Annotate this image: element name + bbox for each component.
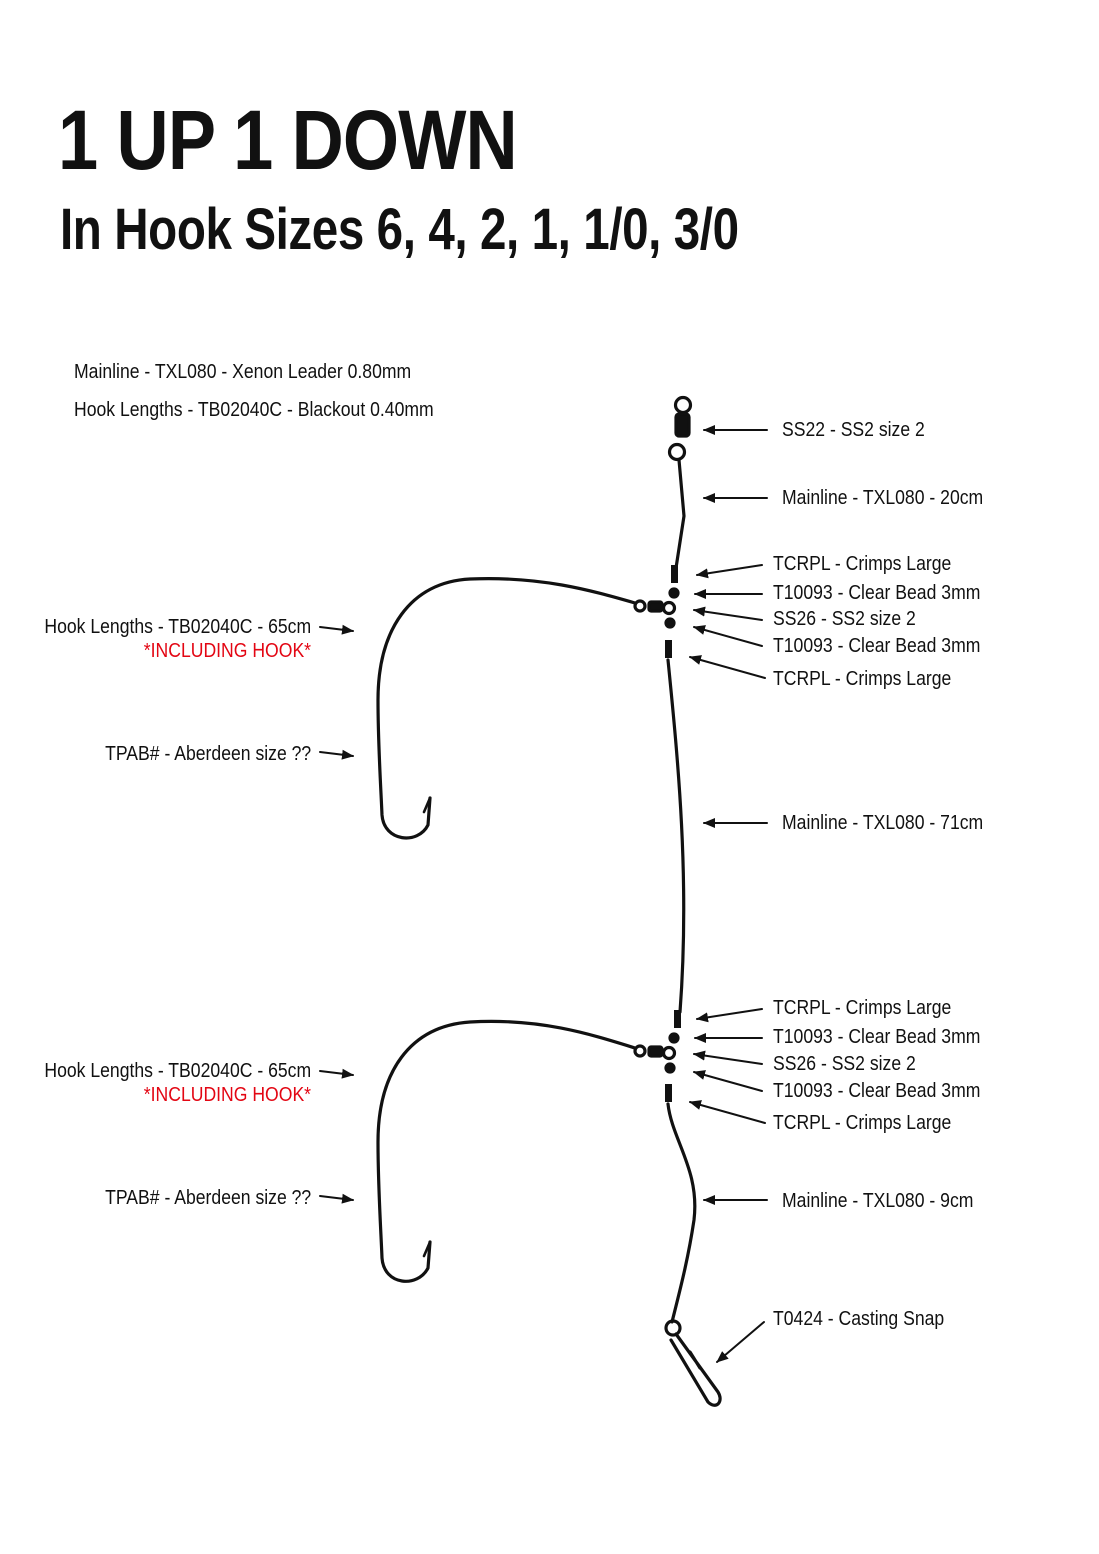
label-hook-2: TPAB# - Aberdeen size ?? xyxy=(104,1187,311,1209)
mainline-top xyxy=(676,460,684,568)
top-swivel-ring-lower xyxy=(670,445,685,460)
crimp-3 xyxy=(674,1010,681,1028)
label-including-hook-2: *INCLUDING HOOK* xyxy=(143,1084,311,1106)
label-bead-4: T10093 - Clear Bead 3mm xyxy=(773,1080,981,1102)
arrow-crimp1 xyxy=(697,565,762,575)
hook-length-2 xyxy=(378,1021,635,1281)
arrow-hook-length-1 xyxy=(320,627,353,631)
crimp-2 xyxy=(665,640,672,658)
arrow-hook-1 xyxy=(320,752,353,756)
crimp-4 xyxy=(665,1084,672,1102)
top-swivel-ring xyxy=(676,398,691,413)
mainline-bottom xyxy=(668,1104,695,1322)
arrow-hook-2 xyxy=(320,1196,353,1200)
label-crimp-3: TCRPL - Crimps Large xyxy=(773,997,952,1019)
label-crimp-4: TCRPL - Crimps Large xyxy=(773,1112,952,1134)
swivel-1-body xyxy=(649,602,662,611)
swivel-1-ring xyxy=(664,603,675,614)
page-subtitle: In Hook Sizes 6, 4, 2, 1, 1/0, 3/0 xyxy=(60,197,739,262)
label-including-hook-1: *INCLUDING HOOK* xyxy=(143,640,311,662)
arrow-crimp3 xyxy=(697,1009,762,1019)
label-bead-1: T10093 - Clear Bead 3mm xyxy=(773,582,981,604)
legend-hook-lengths: Hook Lengths - TB02040C - Blackout 0.40mm xyxy=(74,399,434,421)
label-swivel-top: SS22 - SS2 size 2 xyxy=(782,419,925,441)
arrow-bead4 xyxy=(694,1072,762,1091)
bead-2 xyxy=(666,619,674,627)
label-mainline-top: Mainline - TXL080 - 20cm xyxy=(782,487,984,509)
arrow-bead2 xyxy=(694,627,762,646)
label-crimp-1: TCRPL - Crimps Large xyxy=(773,553,952,575)
arrow-crimp2 xyxy=(690,657,765,678)
page-title: 1 UP 1 DOWN xyxy=(58,93,517,187)
arrow-hook-length-2 xyxy=(320,1071,353,1075)
arrow-crimp4 xyxy=(690,1102,765,1123)
label-crimp-2: TCRPL - Crimps Large xyxy=(773,668,952,690)
hook-length-1 xyxy=(378,579,635,838)
arrow-swivel1 xyxy=(694,610,762,620)
label-bead-2: T10093 - Clear Bead 3mm xyxy=(773,635,981,657)
label-mainline-bottom: Mainline - TXL080 - 9cm xyxy=(782,1190,974,1212)
bead-1 xyxy=(670,589,678,597)
label-snap: T0424 - Casting Snap xyxy=(773,1308,945,1330)
swivel-2-body xyxy=(649,1047,662,1056)
label-mainline-mid: Mainline - TXL080 - 71cm xyxy=(782,812,984,834)
label-bead-3: T10093 - Clear Bead 3mm xyxy=(773,1026,981,1048)
label-hook-length-1: Hook Lengths - TB02040C - 65cm xyxy=(44,616,311,638)
label-swivel-1: SS26 - SS2 size 2 xyxy=(773,608,916,630)
swivel-2-ring xyxy=(664,1048,675,1059)
legend-mainline: Mainline - TXL080 - Xenon Leader 0.80mm xyxy=(74,361,412,383)
label-swivel-2: SS26 - SS2 size 2 xyxy=(773,1053,916,1075)
bead-3 xyxy=(670,1034,678,1042)
top-swivel-body xyxy=(676,414,689,436)
label-hook-length-2: Hook Lengths - TB02040C - 65cm xyxy=(44,1060,311,1082)
arrow-snap xyxy=(717,1322,764,1362)
snap-clip xyxy=(671,1334,720,1405)
arrow-swivel2 xyxy=(694,1054,762,1064)
mainline-middle xyxy=(668,660,684,1012)
crimp-1 xyxy=(671,565,678,583)
label-hook-1: TPAB# - Aberdeen size ?? xyxy=(104,743,311,765)
bead-4 xyxy=(666,1064,674,1072)
